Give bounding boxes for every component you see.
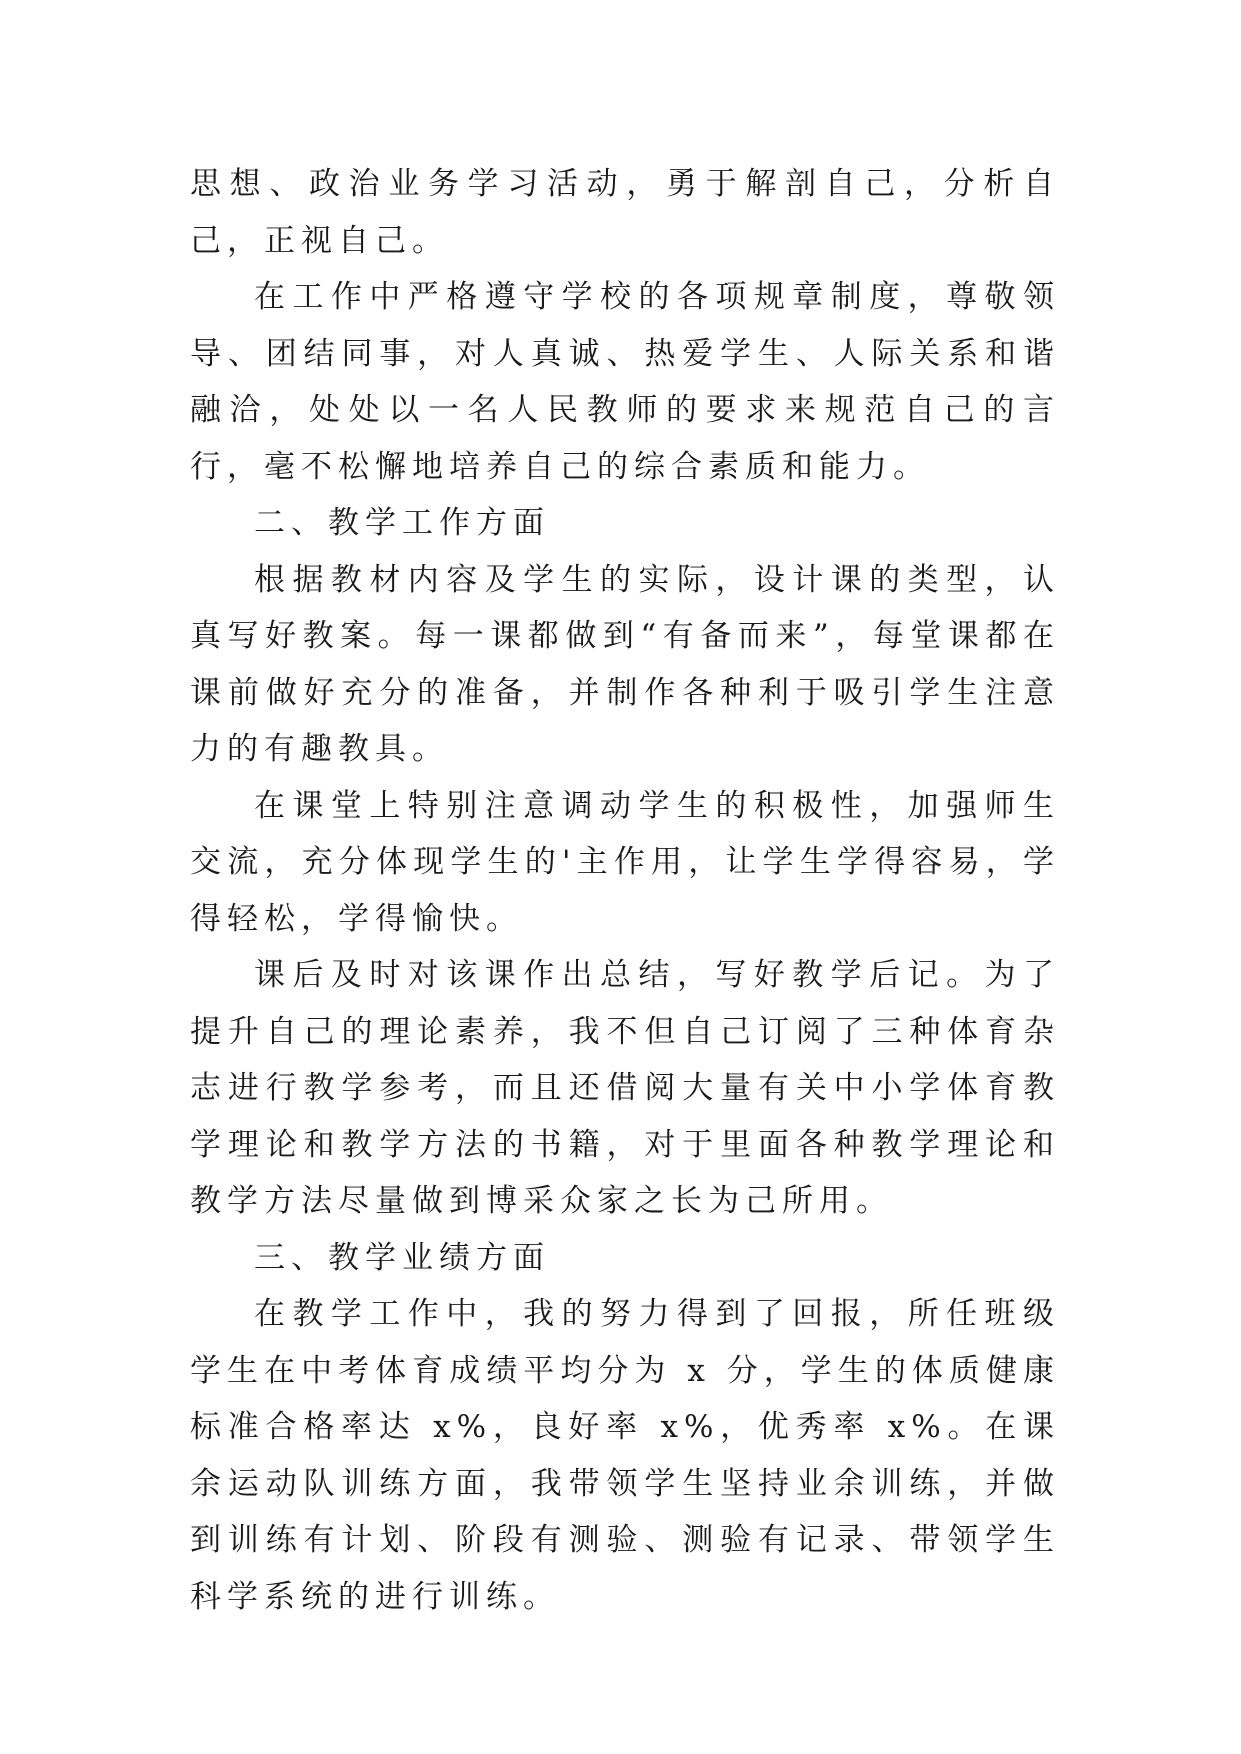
- section-heading-teaching-results: 三、教学业绩方面: [254, 1239, 550, 1276]
- section-heading-teaching-work: 二、教学工作方面: [254, 505, 550, 541]
- paragraph-lesson-prep: 根据教材内容及学生的实际，设计课的类型，认真写好教案。每一课都做到“有备而来”，每堂课都在课前做好充分的准备，并制作各种利于吸引学生注意力的有趣教具。: [190, 561, 1060, 767]
- document-body: [190, 156, 1060, 1625]
- paragraph-after-class: 课后及时对该课作出总结，写好教学后记。为了提升自己的理论素养，我不但自己订阅了三种体育杂志进行教学参考，而且还借阅大量有关中小学体育教学理论和教学方法的书籍，对于里面各种教学理论和教学方法尽量做到博采众家之长为己所用。: [190, 957, 1060, 1219]
- paragraph-continuation: 思想、政治业务学习活动，勇于解剖自己，分析自己，正视自己。: [190, 166, 1060, 259]
- paragraph-conduct: 在工作中严格遵守学校的各项规章制度，尊敬领导、团结同事，对人真诚、热爱学生、人际关系和谐融洽，处处以一名人民教师的要求来规范自己的言行，毫不松懈地培养自己的综合素质和能力。: [190, 279, 1060, 485]
- paragraph-classroom: 在课堂上特别注意调动学生的积极性，加强师生交流，充分体现学生的'主作用，让学生学得容易，学得轻松，学得愉快。: [190, 787, 1060, 937]
- paragraph-results: 在教学工作中，我的努力得到了回报，所任班级学生在中考体育成绩平均分为 x 分，学生的体质健康标准合格率达 x%，良好率 x%，优秀率 x%。在课余运动队训练方面，我带领学生坚持业余训练，并做到训练有计划、阶段有测验、测验有记录、带领学生科学系统的进行训练。: [190, 1296, 1060, 1615]
